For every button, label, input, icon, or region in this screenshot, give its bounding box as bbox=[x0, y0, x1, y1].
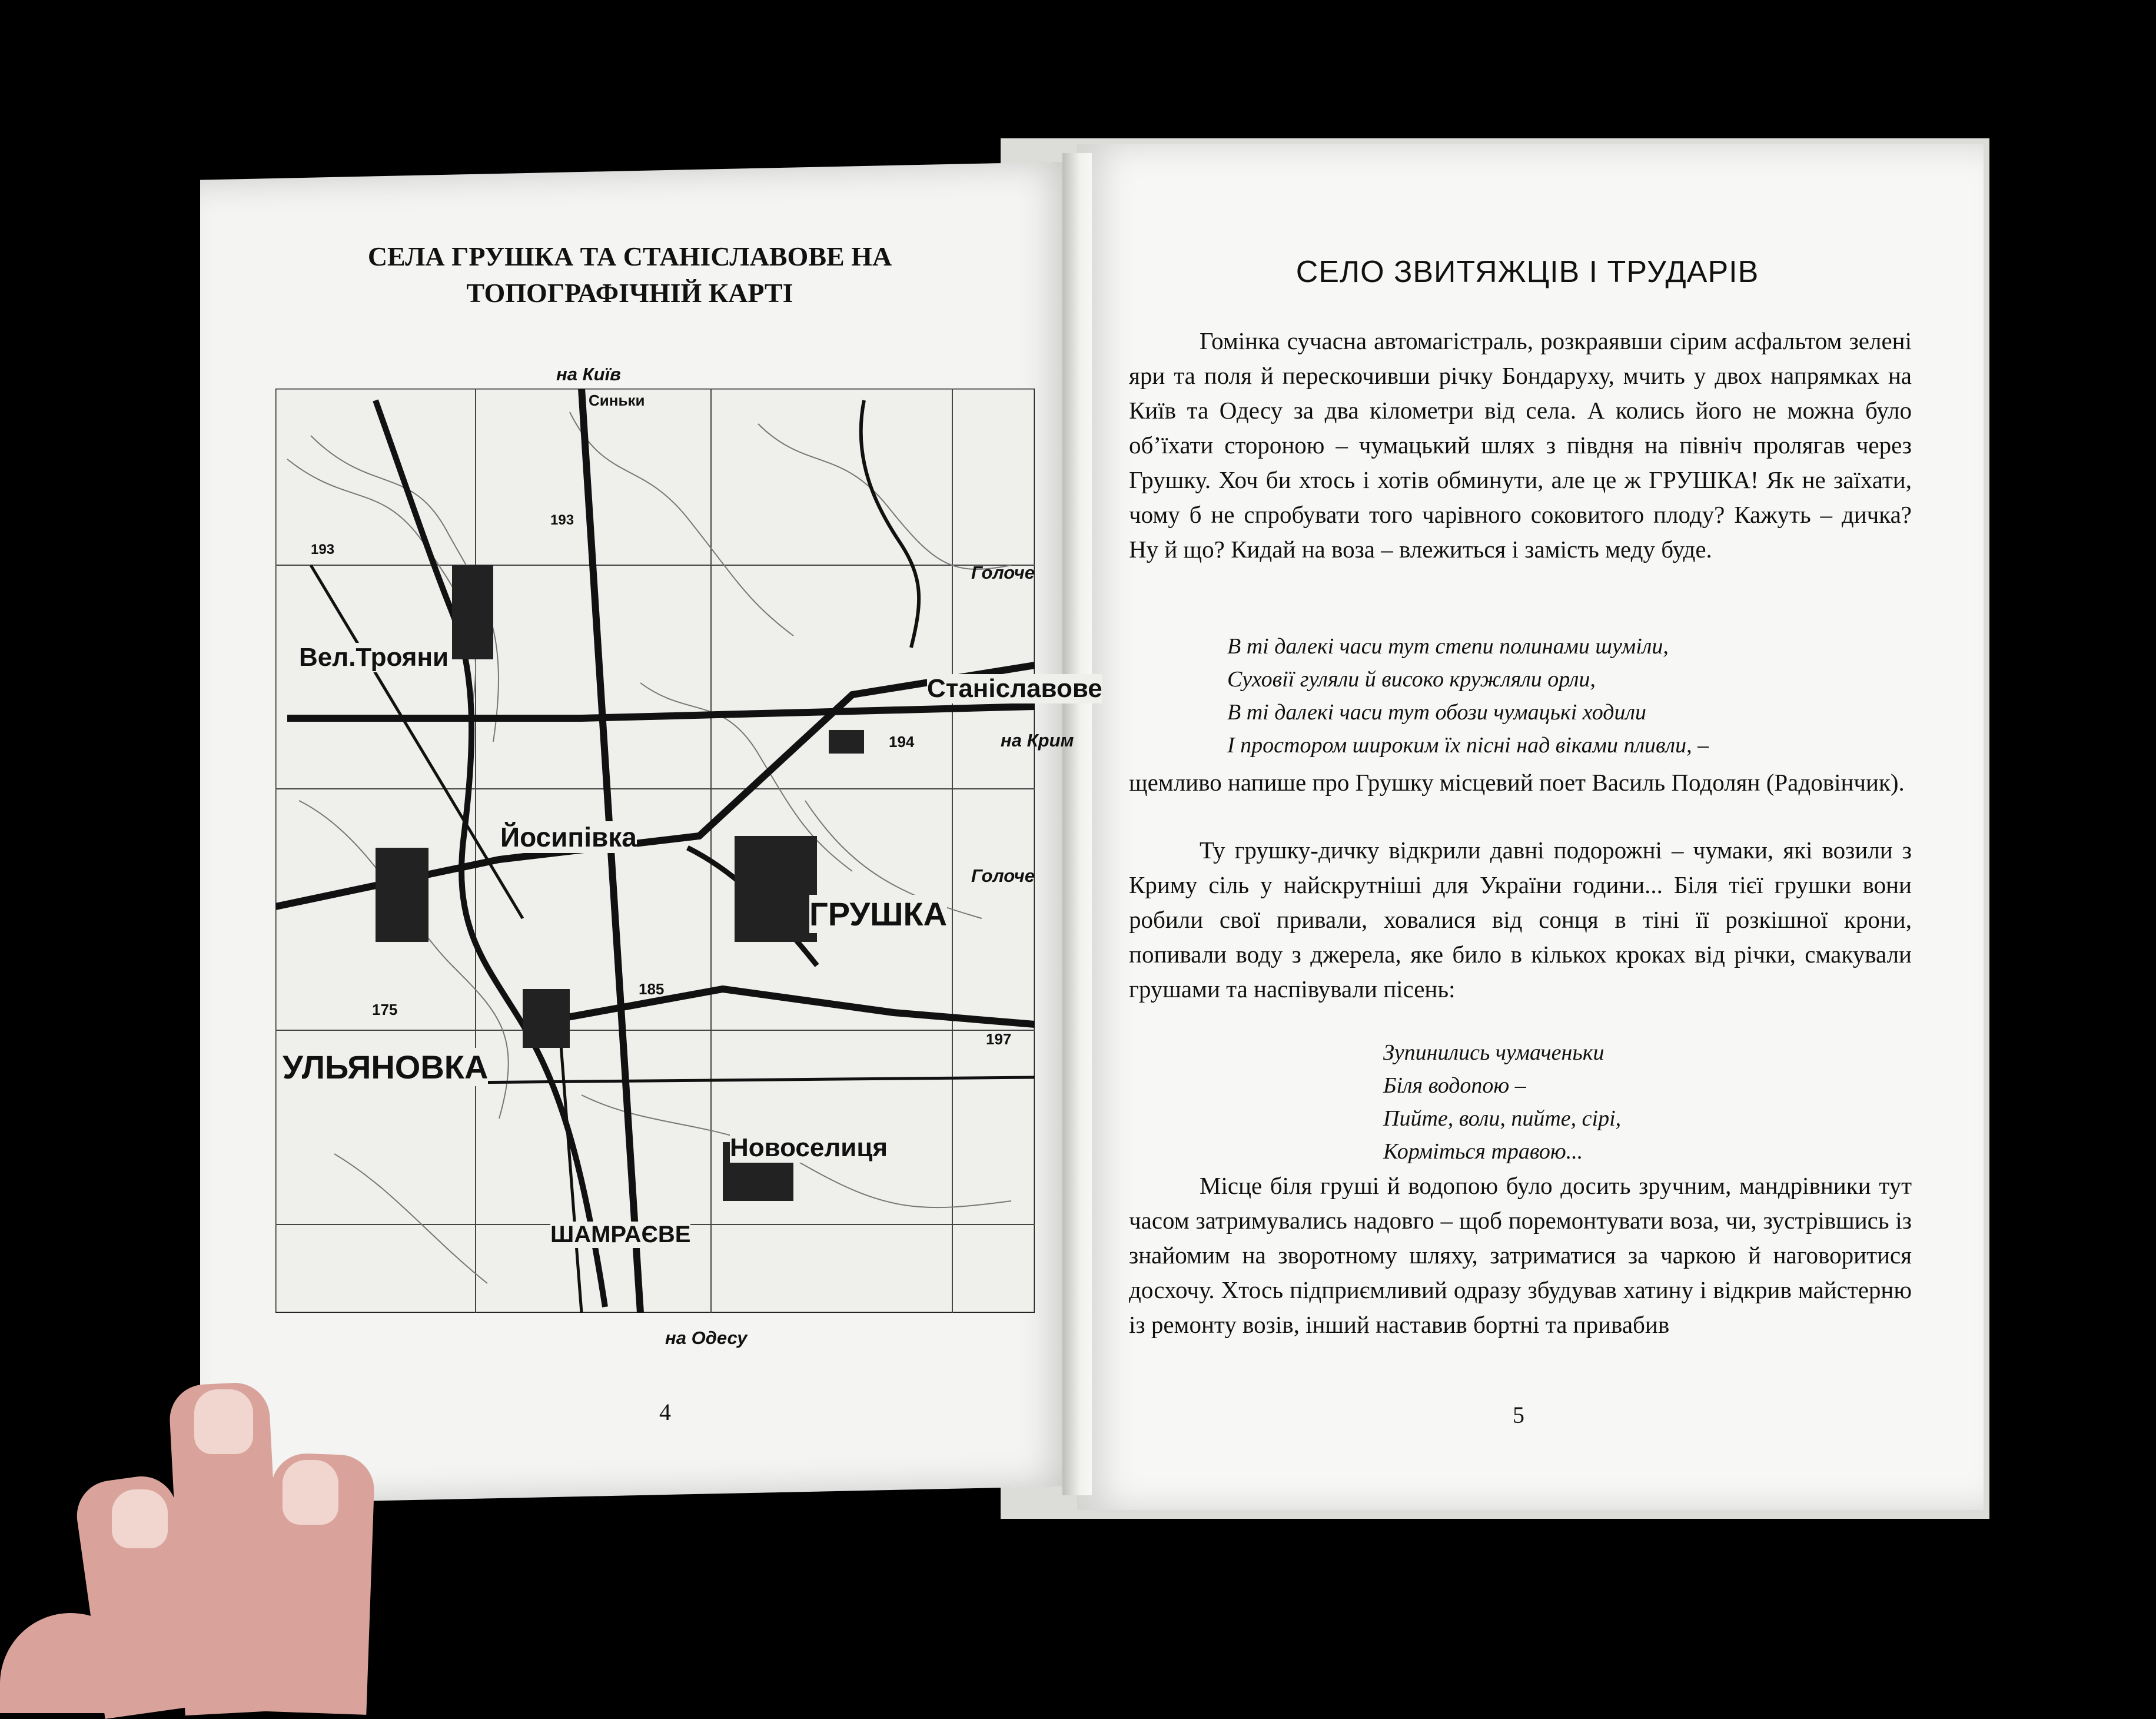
map-height-185: 185 bbox=[639, 980, 665, 998]
map-height-175: 175 bbox=[372, 1001, 398, 1018]
map-label-hrushka: ГРУШКА bbox=[809, 895, 948, 932]
map-label-stanislavove: Станіславове bbox=[927, 674, 1102, 703]
map-height-193a: 193 bbox=[550, 512, 574, 528]
topographic-map bbox=[275, 389, 1035, 1313]
paragraph-2: щемливо напише про Грушку місцевий поет Василь Подолян (Радовінчик). bbox=[1129, 769, 1905, 796]
verse-2 bbox=[1383, 1036, 1621, 1168]
book-gutter bbox=[1062, 153, 1092, 1495]
map-label-to-odesa: на Одесу bbox=[665, 1328, 748, 1348]
map-height-194: 194 bbox=[889, 733, 915, 751]
map-label-novoselytsia: Новоселиця bbox=[730, 1133, 888, 1162]
page-number-right: 5 bbox=[1513, 1402, 1524, 1428]
map-height-197: 197 bbox=[986, 1030, 1012, 1048]
verse-2-line: Біля водопою – bbox=[1383, 1073, 1526, 1098]
verse-2-line: Пийте, воли, пийте, сірі, bbox=[1383, 1106, 1622, 1131]
verse-1-line: Суховії гуляли й високо кружляли орли, bbox=[1227, 667, 1596, 692]
map-label-ulyanovka: УЛЬЯНОВКА bbox=[283, 1048, 489, 1086]
paragraph-1: Гомінка сучасна автомагістраль, розкраявши сірим асфальтом зелені яри та поля й перескочивши річку Бондаруху, мчить у двох напрямках на Київ та Одесу за два кілометри від села. А колись його не можна було об’їхати стороною – чумацький шлях з півдня на північ пролягав через Грушку. Хоч би хтось і хотів обминути, але це ж ГРУШКА! Як не заїхати, чому б не спробувати того чарівного соковитого плоду? Кажуть – дичка? Ну й що? Кидай на воза – влежиться і замість меду буде. bbox=[1129, 327, 1912, 563]
verse-1 bbox=[1227, 630, 1709, 762]
paragraph-4: Місце біля груші й водопою було досить зручним, мандрівники тут часом затримувались надовго – щоб поремонтувати воза, чи, зустрівшись із знайомим на зворотному шляху, затриматися за чаркою й наговоритися досхочу. Хтось підприємливий одразу збудував хатину і відкрив майстерню із ремонту возів, інший наставив бортні та привабив bbox=[1129, 1172, 1912, 1338]
map-page-title: СЕЛА ГРУШКА ТА СТАНІСЛАВОВЕ НА ТОПОГРАФІЧНІЙ КАРТІ bbox=[367, 241, 892, 308]
verse-2-line: Зупинились чумаченьки bbox=[1383, 1040, 1604, 1065]
map-label-synky: Синьки bbox=[589, 391, 645, 409]
page-number-left: 4 bbox=[659, 1399, 671, 1425]
map-label-vel-troiany: Вел.Трояни bbox=[299, 643, 449, 672]
chapter-title: СЕЛО ЗВИТЯЖЦІВ І ТРУДАРІВ bbox=[1295, 255, 1759, 289]
map-label-to-kyiv: на Київ bbox=[556, 364, 621, 384]
map-label-holoche-2: Голоче bbox=[971, 865, 1035, 886]
map-height-193b: 193 bbox=[311, 542, 335, 557]
map-label-to-crimea: на Крим bbox=[1001, 730, 1074, 751]
map-label-holoche-1: Голоче bbox=[971, 562, 1035, 583]
verse-1-line: В ті далекі часи тут обози чумацькі ходили bbox=[1227, 700, 1647, 725]
map-label-yosypivka: Йосипівка bbox=[500, 822, 637, 852]
verse-1-line: І простором широким їх пісні над віками пливли, – bbox=[1227, 733, 1709, 758]
map-label-shamraieve: ШАМРАЄВЕ bbox=[550, 1222, 691, 1247]
verse-2-line: Корміться травою... bbox=[1383, 1139, 1583, 1164]
paragraph-3: Ту грушку-дичку відкрили давні подорожні – чумаки, які возили з Криму сіль у найскрутніші для України години... Біля тієї грушки вони робили свої привали, ховалися від сонця в тіні її розкішної крони, попивали воду з джерела, яке било в кількох кроках від річки, смакували грушами та наспівували пісень: bbox=[1129, 837, 1912, 1003]
verse-1-line: В ті далекі часи тут степи полинами шуміли, bbox=[1227, 634, 1669, 659]
